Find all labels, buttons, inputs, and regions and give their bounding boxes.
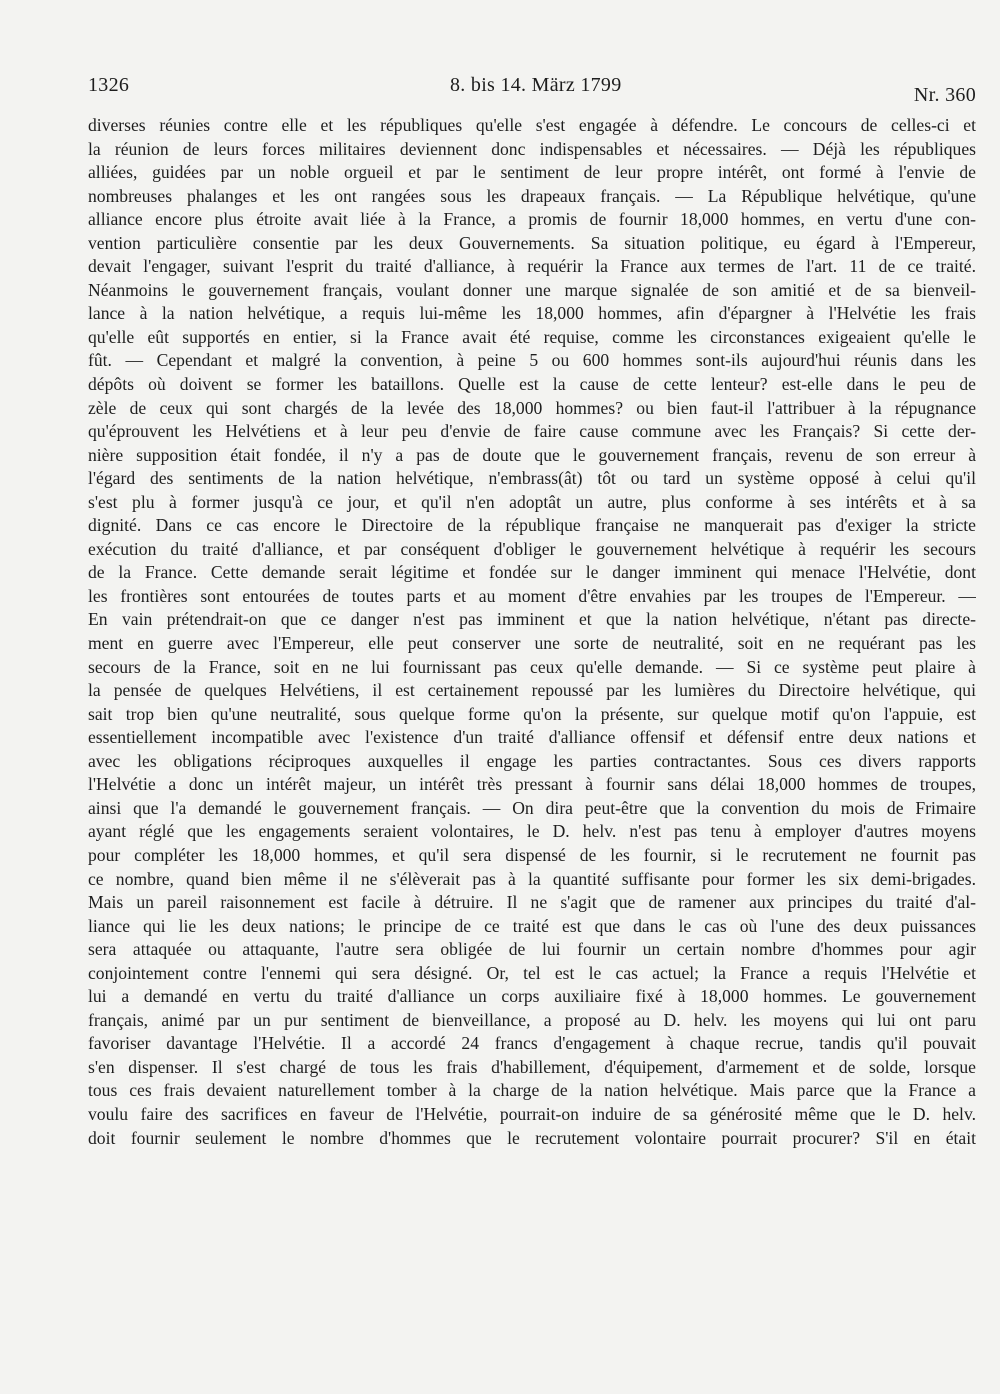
text-line: liance qui lie les deux nations; le principe de ce traité est que dans le cas où l'une des deux puissances [88, 915, 976, 936]
text-line: sait trop bien qu'une neutralité, sous quelque forme qu'on la présente, sur quelque motif qu'on l'appuie, est [88, 703, 976, 724]
text-line: secours de la France, soit en ne lui fournissant pas ceux qu'elle demande. — Si ce système peut plaire à [88, 656, 976, 677]
text-line: alliées, guidées par un noble orgueil et par le sentiment de leur propre intérêt, ont formé à l'envie de [88, 162, 976, 183]
text-line: ment en guerre avec l'Empereur, elle peut conserver une sorte de neutralité, soit en ne requérant pas les [88, 633, 976, 654]
text-line: dépôts où doivent se former les bataillons. Quelle est la cause de cette lenteur? est-elle dans le peu de [88, 374, 976, 395]
text-line: En vain prétendrait-on que ce danger n'est pas imminent et que la nation helvétique, n'étant pas directe- [88, 609, 976, 630]
text-line: lance à la nation helvétique, a requis lui-même les 18,000 hommes, afin d'épargner à l'Helvétie les frais [88, 303, 976, 324]
text-line: diverses réunies contre elle et les républiques qu'elle s'est engagée à défendre. Le concours de celles-ci et [88, 115, 976, 135]
text-line: lui a demandé en vertu du traité d'alliance un corps auxiliaire fixé à 18,000 hommes. Le gouvernement [88, 986, 976, 1007]
header-date: 8. bis 14. März 1799 [450, 74, 622, 96]
text-line: français, animé par un pur sentiment de bienveillance, a proposé au D. helv. les moyens qui lui ont paru [88, 1009, 976, 1030]
text-line: la réunion de leurs forces militaires deviennent donc indispensables et nécessaires. — Déjà les républiques [88, 138, 976, 159]
text-line: ainsi que l'a demandé le gouvernement français. — On dira peut-être que la convention du mois de Frimaire [88, 797, 976, 818]
text-line: les frontières sont entourées de toutes parts et au moment d'être envahies par les troupes de l'Empereur. — [88, 585, 976, 606]
document-number: Nr. 360 [913, 84, 976, 106]
text-line: zèle de ceux qui sont chargés de la levée des 18,000 hommes? ou bien faut-il l'attribuer à la répugnance [88, 397, 976, 418]
text-line: vention particulière consentie par les deux Gouvernements. Sa situation politique, eu égard à l'Empereur, [88, 232, 976, 253]
text-line: ayant réglé que les engagements seraient volontaires, le D. helv. n'est pas tenu à employer d'autres moyens [88, 821, 976, 842]
text-line: qu'éprouvent les Helvétiens et à leur peu d'envie de faire cause commune avec les Français? Si cette der- [88, 421, 976, 442]
text-line: Néanmoins le gouvernement français, voulant donner une marque signalée de son amitié et de sa bienveil- [88, 279, 976, 300]
text-line: exécution du traité d'alliance, et par conséquent d'obliger le gouvernement helvétique à requérir les secours [88, 538, 976, 559]
text-line: essentiellement incompatible avec l'existence d'un traité d'alliance offensif et défensif entre deux nations et [88, 727, 976, 748]
text-line: conjointement contre l'ennemi qui sera désigné. Or, tel est le cas actuel; la France a requis l'Helvétie et [88, 962, 976, 983]
text-line: pour compléter les 18,000 hommes, et qu'il sera dispensé de les fournir, si le recrutement ne fournit pas [88, 844, 976, 865]
text-line: s'est plu à former jusqu'à ce jour, et qu'il n'en adoptât un autre, plus conforme à ses intérêts et à sa [88, 491, 976, 512]
text-line: sera attaquée ou attaquante, l'autre sera obligée de lui fournir un certain nombre d'hommes pour agir [88, 939, 976, 960]
body-text [88, 114, 976, 1150]
text-line: favoriser davantage l'Helvétie. Il a accordé 24 francs d'engagement à chaque recrue, tandis qu'il pouvait [88, 1033, 976, 1054]
page-header [88, 74, 976, 104]
text-line: voulu faire des sacrifices en faveur de l'Helvétie, pourrait-on induire de sa générosité même que le D. helv. [88, 1103, 976, 1124]
text-line: Mais un pareil raisonnement est facile à détruire. Il ne s'agit que de ramener aux principes du traité d'al- [88, 892, 976, 913]
text-line: devait l'engager, suivant l'esprit du traité d'alliance, à requérir la France aux termes de l'art. 11 de ce traité. [88, 256, 976, 277]
text-line: de la France. Cette demande serait légitime et fondée sur le danger imminent qui menace l'Helvétie, dont [88, 562, 976, 583]
text-line: alliance encore plus étroite avait liée à la France, a promis de fournir 18,000 hommes, en vertu d'une con- [88, 209, 976, 230]
text-line: fût. — Cependant et malgré la convention, à peine 5 ou 600 hommes sont-ils aujourd'hui réunis dans les [88, 350, 976, 371]
text-line: doit fournir seulement le nombre d'hommes que le recrutement volontaire pourrait procurer? S'il en était [88, 1127, 976, 1148]
text-line: tous ces frais devaient naturellement tomber à la charge de la nation helvétique. Mais parce que la France a [88, 1080, 976, 1101]
text-line: dignité. Dans ce cas encore le Directoire de la république française ne manquerait pas d'exiger la stricte [88, 515, 976, 536]
text-line: avec les obligations réciproques auxquelles il engage les parties contractantes. Sous ces divers rapports [88, 750, 976, 771]
text-line: la pensée de quelques Helvétiens, il est certainement repoussé par les lumières du Directoire helvétique, qui [88, 680, 976, 701]
text-line: nière supposition était fondée, il n'y a pas de doute que le gouvernement français, revenu de son erreur à [88, 444, 976, 465]
text-line: ce nombre, quand bien même il ne s'élèverait pas à la quantité suffisante pour former les six demi-brigades. [88, 868, 976, 889]
text-line: l'Helvétie a donc un intérêt majeur, un intérêt très pressant à fournir sans délai 18,000 hommes de troupes, [88, 774, 976, 795]
text-line: nombreuses phalanges et les ont rangées sous les drapeaux français. — La République helvétique, qu'une [88, 185, 976, 206]
text-line: s'en dispenser. Il s'est chargé de tous les frais d'habillement, d'équipement, d'armement et de solde, lorsque [88, 1056, 976, 1077]
page-number: 1326 [88, 74, 130, 96]
text-line: qu'elle eût supportés en entier, si la France avait été requise, comme les circonstances exigeaient qu'elle le [88, 326, 976, 347]
text-line: l'égard des sentiments de la nation helvétique, n'embrass(ât) tôt ou tard un système opposé à celui qu'il [88, 468, 976, 489]
